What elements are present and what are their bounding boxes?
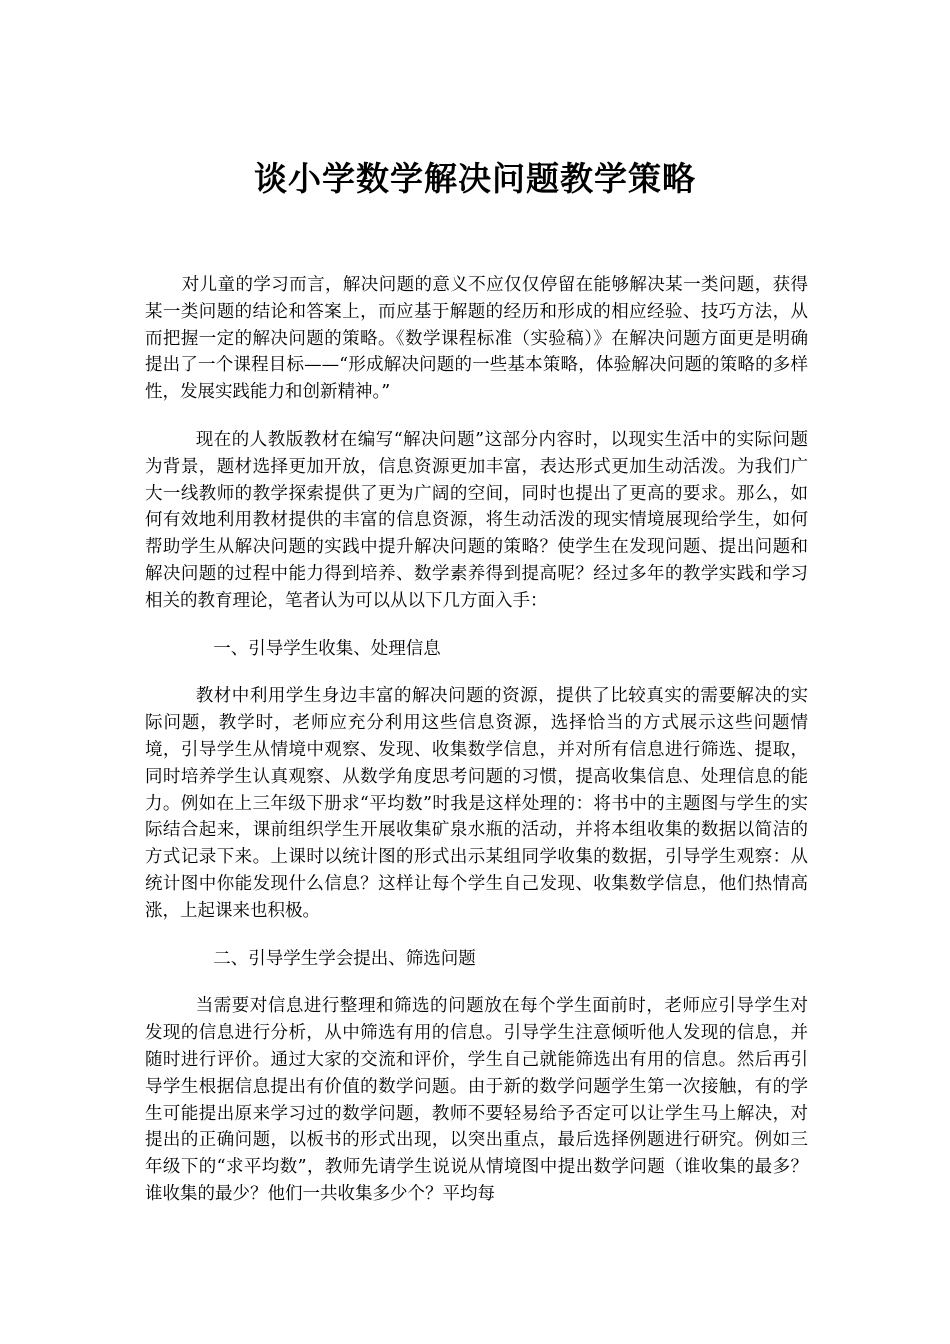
section-heading-2: 二、引导学生学会提出、筛选问题	[213, 948, 476, 969]
paragraph-4: 当需要对信息进行整理和筛选的问题放在每个学生面前时，老师应引导学生对发现的信息进行分析，从中筛选有用的信息。引导学生注意倾听他人发现的信息，并随时进行评价。通过大家的交流和评价，学生自己就能筛选出有用的信息。然后再引导学生根据信息提出有价值的数学问题。由于新的数学问题学生第一次接触，有的学生可能提出原来学习过的数学问题，教师不要轻易给予否定可以让学生马上解决，对提出的正确问题，以板书的形式出现，以突出重点，最后选择例题进行研究。例如三年级下的“求平均数”，教师先请学生说说从情境图中提出数学问题（谁收集的最多？谁收集的最少？他们一共收集多少个？平均每	[145, 996, 808, 1204]
section-heading-1: 一、引导学生收集、处理信息	[213, 638, 441, 659]
document-body	[145, 272, 808, 1229]
paragraph-2: 现在的人教版教材在编写“解决问题”这部分内容时，以现实生活中的实际问题为背景，题材选择更加开放，信息资源更加丰富，表达形式更加生动活泼。为我们广大一线教师的教学探索提供了更为广阔的空间，同时也提出了更高的要求。那么，如何有效地利用教材提供的丰富的信息资源，将生动活泼的现实情境展现给学生，如何帮助学生从解决问题的实践中提升解决问题的策略？使学生在发现问题、提出问题和解决问题的过程中能力得到培养、数学素养得到提高呢？经过多年的教学实践和学习相关的教育理论，笔者认为可以从以下几方面入手：	[145, 429, 808, 611]
document-title: 谈小学数学解决问题教学策略	[254, 159, 696, 198]
paragraph-1: 对儿童的学习而言，解决问题的意义不应仅仅停留在能够解决某一类问题，获得某一类问题的结论和答案上，而应基于解题的经历和形成的相应经验、技巧方法，从而把握一定的解决问题的策略。《数学课程标准（实验稿）》在解决问题方面更是明确提出了一个课程目标——“形成解决问题的一些基本策略，体验解决问题的策略的多样性，发展实践能力和创新精神。”	[145, 275, 808, 403]
paragraph-3: 教材中利用学生身边丰富的解决问题的资源，提供了比较真实的需要解决的实际问题，教学时，老师应充分利用这些信息资源，选择恰当的方式展示这些问题情境，引导学生从情境中观察、发现、收集数学信息，并对所有信息进行筛选、提取，同时培养学生认真观察、从数学角度思考问题的习惯，提高收集信息、处理信息的能力。例如在上三年级下册求“平均数”时我是这样处理的：将书中的主题图与学生的实际结合起来，课前组织学生开展收集矿泉水瓶的活动，并将本组收集的数据以简洁的方式记录下来。上课时以统计图的形式出示某组同学收集的数据，引导学生观察：从统计图中你能发现什么信息？这样让每个学生自己发现、收集数学信息，他们热情高涨，上起课来也积极。	[145, 686, 808, 921]
